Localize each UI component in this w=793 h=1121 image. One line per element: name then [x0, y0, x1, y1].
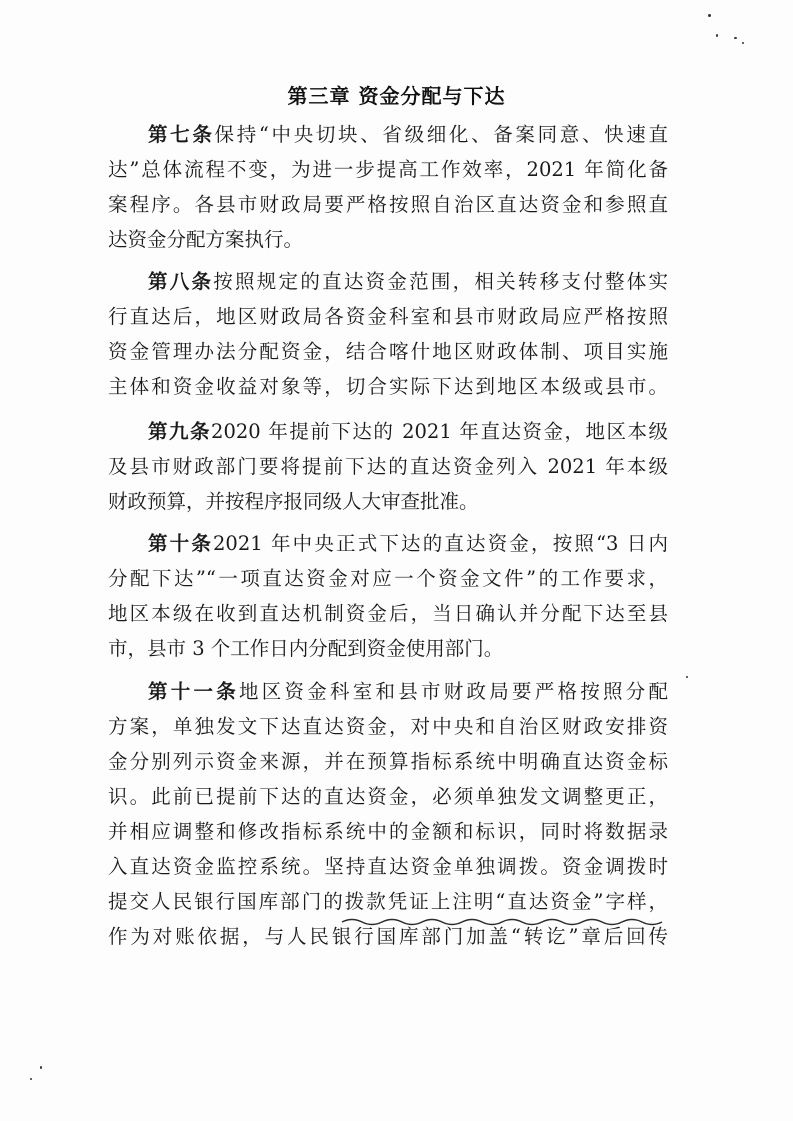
article-line: 方案，单独发文下达直达资金，对中央和自治区财政安排资	[108, 715, 668, 738]
article-line: 入直达资金监控系统。坚持直达资金单独调拨。资金调拨时	[108, 855, 668, 878]
article-line: 分配下达”“一项直达资金对应一个资金文件”的工作要求，	[108, 567, 668, 590]
article-11	[108, 674, 668, 954]
article-line: 第九条2020 年提前下达的 2021 年直达资金，地区本级	[148, 420, 668, 443]
article-line: 第十一条地区资金科室和县市财政局要严格按照分配	[148, 680, 668, 703]
article-line: 第七条保持“中央切块、省级细化、备案同意、快速直	[148, 123, 668, 146]
article-line: 及县市财政部门要将提前下达的直达资金列入 2021 年本级	[108, 455, 668, 478]
article-line: 达”总体流程不变，为进一步提高工作效率，2021 年简化备	[108, 158, 668, 181]
article-line: 资金管理办法分配资金，结合喀什地区财政体制、项目实施	[108, 340, 668, 363]
scan-speck	[40, 1066, 42, 1069]
article-line: 识。此前已提前下达的直达资金，必须单独发文调整更正，	[108, 785, 668, 808]
article-7	[108, 117, 668, 257]
article-line: 第八条按照规定的直达资金范围，相关转移支付整体实	[148, 270, 668, 293]
scan-speck	[686, 676, 688, 678]
handwritten-underline-mark	[340, 916, 670, 928]
article-8	[108, 264, 668, 404]
scan-speck	[734, 37, 737, 39]
article-line: 并相应调整和修改指标系统中的金额和标识，同时将数据录	[108, 820, 668, 843]
article-10	[108, 526, 668, 666]
article-line: 财政预算，并按程序报同级人大审查批准。	[108, 490, 479, 513]
article-line: 主体和资金收益对象等，切合实际下达到地区本级或县市。	[108, 375, 668, 398]
article-label: 第九条	[148, 420, 212, 443]
scan-speck	[716, 34, 718, 37]
chapter-title: 第三章 资金分配与下达	[287, 84, 506, 108]
article-label: 第七条	[148, 123, 215, 146]
article-9	[108, 414, 668, 519]
article-line: 市，县市 3 个工作日内分配到资金使用部门。	[108, 637, 504, 660]
article-line: 作为对账依据，与人民银行国库部门加盖“转讫”章后回传	[108, 925, 668, 948]
article-line: 金分别列示资金来源，并在预算指标系统中明确直达资金标	[108, 750, 668, 773]
scan-speck	[30, 1078, 32, 1080]
article-line-handwritten-underline: 提交人民银行国库部门的拨款凭证上注明“直达资金”字样，	[108, 890, 668, 913]
article-label: 第八条	[148, 270, 214, 293]
article-line: 行直达后，地区财政局各资金科室和县市财政局应严格按照	[108, 305, 668, 328]
article-label: 第十一条	[148, 680, 239, 703]
article-line: 地区本级在收到直达机制资金后，当日确认并分配下达至县	[108, 602, 668, 625]
article-line: 第十条2021 年中央正式下达的直达资金，按照“3 日内	[148, 532, 668, 555]
scan-speck	[708, 14, 711, 17]
article-label: 第十条	[148, 532, 214, 555]
scan-speck	[742, 42, 744, 44]
article-line: 案程序。各县市财政局要严格按照自治区直达资金和参照直	[108, 193, 668, 216]
article-line: 达资金分配方案执行。	[108, 228, 304, 251]
